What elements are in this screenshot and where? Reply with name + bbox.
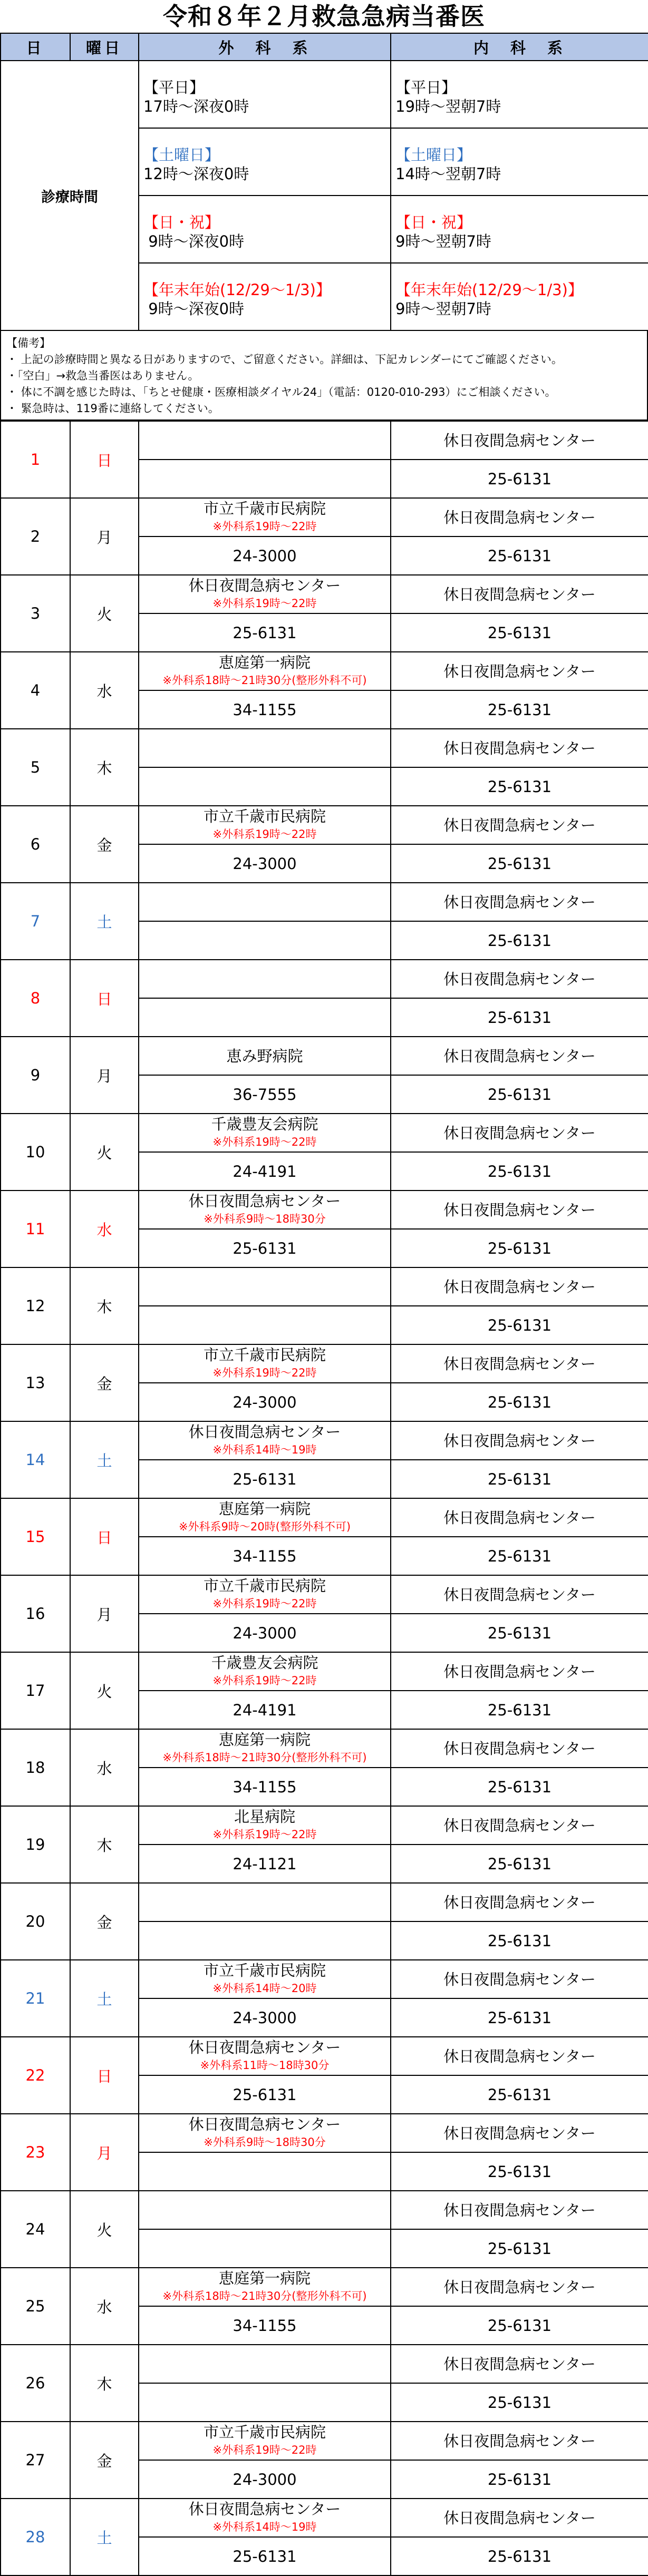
table-row [1, 2422, 648, 2460]
internal-phone: 25-6131 [391, 1921, 648, 1960]
internal-hospital-name: 休日夜間急病センター [391, 1191, 648, 1229]
surgery-hospital-name: 恵庭第一病院 [218, 1499, 311, 1518]
surgery-hospital-cell [139, 1575, 391, 1614]
hours-time: 9時～翌朝7時 [395, 300, 491, 318]
surgery-hours-note: ※外科系14時～19時 [212, 2520, 317, 2533]
weekday: 水 [70, 1191, 139, 1267]
hours-time: 17時～深夜0時 [143, 97, 249, 115]
internal-hospital-name: 休日夜間急病センター [391, 1652, 648, 1691]
day-number: 25 [1, 2268, 70, 2345]
surgery-phone [139, 921, 391, 960]
surgery-hours-note: ※外科系9時～20時(整形外科不可) [178, 1520, 351, 1533]
internal-phone: 25-6131 [391, 1768, 648, 1806]
internal-phone: 25-6131 [391, 1537, 648, 1575]
table-row [1, 883, 648, 921]
hours-time: 12時～深夜0時 [143, 165, 249, 183]
table-row [1, 729, 648, 767]
surgery-hospital-cell [139, 1729, 391, 1768]
surgery-phone [139, 2152, 391, 2191]
surgery-hours-note: ※外科系19時～22時 [212, 2443, 317, 2456]
surgery-hospital-cell [139, 1114, 391, 1152]
surgery-phone: 24-1121 [139, 1845, 391, 1883]
surgery-hours-cell [139, 263, 391, 330]
day-number: 21 [1, 1960, 70, 2037]
weekday: 水 [70, 2268, 139, 2345]
internal-hospital-name: 休日夜間急病センター [391, 883, 648, 921]
surgery-phone: 34-1155 [139, 690, 391, 729]
internal-hospital-name: 休日夜間急病センター [391, 1883, 648, 1921]
day-number: 14 [1, 1421, 70, 1498]
table-row [1, 1191, 648, 1229]
surgery-hospital-name: 市立千歳市民病院 [203, 499, 326, 518]
table-row [1, 652, 648, 690]
hours-period-label: 【土曜日】 [143, 146, 220, 164]
hours-label: 診療時間 [1, 61, 139, 330]
day-number: 12 [1, 1267, 70, 1344]
surgery-hospital-cell [139, 2499, 391, 2537]
surgery-hours-cell [139, 61, 391, 128]
table-row [1, 421, 648, 460]
day-number: 8 [1, 960, 70, 1037]
surgery-hospital-cell [139, 729, 391, 767]
weekday: 月 [70, 2114, 139, 2191]
hours-period-label: 【年末年始(12/29～1/3)】 [143, 281, 331, 299]
table-row [1, 2345, 648, 2383]
surgery-hospital-cell [139, 2191, 391, 2229]
day-number: 1 [1, 421, 70, 498]
notes-line: 【備考】 [6, 337, 51, 349]
weekday: 日 [70, 421, 139, 498]
surgery-hours-note: ※外科系18時～21時30分(整形外科不可) [162, 674, 367, 687]
surgery-hospital-name: 休日夜間急病センター [188, 2500, 341, 2518]
table-row [1, 1421, 648, 1460]
surgery-phone [139, 998, 391, 1037]
surgery-hours-note: ※外科系19時～22時 [212, 1828, 317, 1841]
weekday: 水 [70, 1729, 139, 1806]
weekday: 火 [70, 1652, 139, 1729]
surgery-hospital-name: 市立千歳市民病院 [203, 1345, 326, 1364]
weekday: 土 [70, 1960, 139, 2037]
internal-hospital-name: 休日夜間急病センター [391, 1498, 648, 1537]
day-number: 11 [1, 1191, 70, 1267]
weekday: 金 [70, 1344, 139, 1421]
internal-phone: 25-6131 [391, 690, 648, 729]
surgery-phone: 24-4191 [139, 1152, 391, 1191]
surgery-hospital-cell [139, 2345, 391, 2383]
weekday: 月 [70, 1037, 139, 1114]
surgery-phone: 24-3000 [139, 1998, 391, 2037]
surgery-hours-note: ※外科系11時～18時30分 [200, 2058, 330, 2072]
internal-hospital-name: 休日夜間急病センター [391, 2345, 648, 2383]
weekday: 木 [70, 1806, 139, 1883]
hours-section [1, 61, 648, 330]
weekday: 金 [70, 1883, 139, 1960]
surgery-hospital-cell [139, 1421, 391, 1460]
surgery-hospital-name: 休日夜間急病センター [188, 2038, 341, 2056]
table-row [1, 1267, 648, 1306]
internal-hospital-name: 休日夜間急病センター [391, 2499, 648, 2537]
surgery-phone [139, 1306, 391, 1344]
surgery-hospital-name: 休日夜間急病センター [188, 2115, 341, 2133]
day-number: 3 [1, 575, 70, 652]
surgery-hospital-cell [139, 960, 391, 998]
internal-hospital-name: 休日夜間急病センター [391, 1960, 648, 1998]
internal-phone: 25-6131 [391, 1460, 648, 1498]
hours-period-label: 【日・祝】 [395, 213, 472, 231]
header-internal: 内 科 系 [391, 33, 648, 61]
surgery-hospital-cell [139, 1037, 391, 1075]
day-number: 6 [1, 806, 70, 883]
surgery-phone: 24-3000 [139, 2460, 391, 2499]
internal-phone: 25-6131 [391, 2152, 648, 2191]
internal-hospital-name: 休日夜間急病センター [391, 2114, 648, 2152]
notes-line: ・ 体に不調を感じた時は、「ちとせ健康・医療相談ダイヤル24」（電話：0120-010-293）にご相談ください。 [6, 386, 556, 398]
internal-hospital-name: 休日夜間急病センター [391, 2037, 648, 2075]
internal-phone: 25-6131 [391, 1998, 648, 2037]
surgery-phone [139, 767, 391, 806]
table-row [1, 2037, 648, 2075]
surgery-hours-note: ※外科系19時～22時 [212, 1135, 317, 1148]
internal-hospital-name: 休日夜間急病センター [391, 652, 648, 690]
hours-period-label: 【平日】 [395, 79, 457, 96]
internal-phone: 25-6131 [391, 767, 648, 806]
hours-row [1, 61, 648, 128]
weekday: 金 [70, 806, 139, 883]
day-number: 27 [1, 2422, 70, 2499]
internal-hospital-name: 休日夜間急病センター [391, 960, 648, 998]
internal-phone: 25-6131 [391, 2075, 648, 2114]
internal-hospital-name: 休日夜間急病センター [391, 498, 648, 536]
table-row [1, 806, 648, 844]
weekday: 土 [70, 1421, 139, 1498]
surgery-hospital-name: 北星病院 [234, 1807, 295, 1826]
weekday: 日 [70, 960, 139, 1037]
surgery-phone: 25-6131 [139, 2075, 391, 2114]
day-number: 17 [1, 1652, 70, 1729]
surgery-hours-note: ※外科系9時～18時30分 [204, 2135, 326, 2149]
internal-phone: 25-6131 [391, 1306, 648, 1344]
day-number: 28 [1, 2499, 70, 2575]
surgery-hospital-name: 市立千歳市民病院 [203, 1961, 326, 1979]
internal-hospital-name: 休日夜間急病センター [391, 1729, 648, 1768]
internal-hospital-name: 休日夜間急病センター [391, 806, 648, 844]
hours-time: 19時～翌朝7時 [395, 97, 501, 115]
internal-hospital-name: 休日夜間急病センター [391, 1344, 648, 1383]
internal-hours-cell [391, 128, 648, 196]
surgery-phone: 36-7555 [139, 1075, 391, 1114]
surgery-hospital-cell [139, 1191, 391, 1229]
surgery-phone [139, 460, 391, 498]
table-row [1, 2499, 648, 2537]
day-number: 13 [1, 1344, 70, 1421]
notes-line: ・ 上記の診療時間と異なる日がありますので、ご留意ください。詳細は、下記カレンダーにてご確認ください。 [6, 353, 563, 366]
surgery-phone: 24-4191 [139, 1691, 391, 1729]
surgery-hours-note: ※外科系19時～22時 [212, 827, 317, 841]
day-schedule-table [0, 421, 648, 2576]
weekday: 木 [70, 1267, 139, 1344]
internal-phone: 25-6131 [391, 1152, 648, 1191]
header-weekday: 曜日 [70, 33, 139, 61]
weekday: 火 [70, 2191, 139, 2268]
hours-period-label: 【平日】 [143, 79, 205, 96]
surgery-hours-cell [139, 196, 391, 263]
internal-hospital-name: 休日夜間急病センター [391, 1114, 648, 1152]
internal-phone: 25-6131 [391, 2460, 648, 2499]
day-number: 2 [1, 498, 70, 575]
surgery-hospital-name: 市立千歳市民病院 [203, 1576, 326, 1595]
internal-hospital-name: 休日夜間急病センター [391, 2268, 648, 2306]
surgery-hospital-cell [139, 421, 391, 460]
internal-hospital-name: 休日夜間急病センター [391, 421, 648, 460]
internal-phone: 25-6131 [391, 613, 648, 652]
weekday: 水 [70, 652, 139, 729]
surgery-hours-note: ※外科系18時～21時30分(整形外科不可) [162, 2289, 367, 2302]
surgery-hospital-name: 千歳豊友会病院 [211, 1653, 318, 1672]
surgery-hours-note: ※外科系14時～19時 [212, 1443, 317, 1456]
page-title: 令和８年２月救急急病当番医 [163, 2, 485, 31]
internal-phone: 25-6131 [391, 1075, 648, 1114]
weekday: 土 [70, 2499, 139, 2575]
weekday: 木 [70, 2345, 139, 2422]
weekday: 火 [70, 1114, 139, 1191]
table-row [1, 1114, 648, 1152]
surgery-phone: 24-3000 [139, 844, 391, 883]
internal-hours-cell [391, 196, 648, 263]
surgery-hospital-name: 恵み野病院 [226, 1047, 303, 1065]
notes-box [0, 331, 648, 421]
surgery-phone [139, 1921, 391, 1960]
surgery-phone: 25-6131 [139, 1229, 391, 1267]
surgery-hours-note: ※外科系19時～22時 [212, 520, 317, 533]
surgery-hospital-cell [139, 2037, 391, 2075]
notes-line: ・ 緊急時は、119番に連絡してください。 [6, 402, 219, 415]
day-number: 26 [1, 2345, 70, 2422]
day-number: 10 [1, 1114, 70, 1191]
surgery-phone: 24-3000 [139, 1383, 391, 1421]
table-row [1, 1960, 648, 1998]
day-number: 24 [1, 2191, 70, 2268]
surgery-hospital-cell [139, 575, 391, 613]
internal-hospital-name: 休日夜間急病センター [391, 1421, 648, 1460]
surgery-hours-cell [139, 128, 391, 196]
day-number: 16 [1, 1575, 70, 1652]
table-row [1, 1037, 648, 1075]
internal-phone: 25-6131 [391, 1229, 648, 1267]
table-row [1, 1344, 648, 1383]
table-row [1, 1652, 648, 1691]
surgery-hours-note: ※外科系18時～21時30分(整形外科不可) [162, 1751, 367, 1764]
surgery-hours-note: ※外科系9時～18時30分 [204, 1212, 326, 1225]
notes-line: ・「空白」→救急当番医はありません。 [6, 369, 199, 382]
internal-hospital-name: 休日夜間急病センター [391, 1806, 648, 1845]
internal-hospital-name: 休日夜間急病センター [391, 2422, 648, 2460]
schedule-header-table [0, 33, 648, 331]
weekday: 日 [70, 1498, 139, 1575]
internal-phone: 25-6131 [391, 536, 648, 575]
surgery-hospital-cell [139, 498, 391, 536]
weekday: 日 [70, 2037, 139, 2114]
table-row [1, 2191, 648, 2229]
internal-hospital-name: 休日夜間急病センター [391, 575, 648, 613]
internal-phone: 25-6131 [391, 2383, 648, 2422]
surgery-hospital-cell [139, 1806, 391, 1845]
hours-period-label: 【土曜日】 [395, 146, 472, 164]
header-surgery: 外 科 系 [139, 33, 391, 61]
day-number: 23 [1, 2114, 70, 2191]
surgery-hospital-name: 千歳豊友会病院 [211, 1115, 318, 1133]
table-row [1, 1883, 648, 1921]
surgery-hospital-cell [139, 883, 391, 921]
surgery-hospital-cell [139, 2114, 391, 2152]
surgery-phone: 34-1155 [139, 1537, 391, 1575]
table-row [1, 498, 648, 536]
internal-phone: 25-6131 [391, 921, 648, 960]
header-day: 日 [1, 33, 70, 61]
internal-hospital-name: 休日夜間急病センター [391, 729, 648, 767]
surgery-hospital-cell [139, 1498, 391, 1537]
surgery-phone: 24-3000 [139, 1614, 391, 1652]
internal-hospital-name: 休日夜間急病センター [391, 1575, 648, 1614]
surgery-phone: 34-1155 [139, 2306, 391, 2345]
day-number: 20 [1, 1883, 70, 1960]
internal-phone: 25-6131 [391, 2537, 648, 2575]
surgery-hospital-name: 市立千歳市民病院 [203, 807, 326, 825]
internal-hospital-name: 休日夜間急病センター [391, 1267, 648, 1306]
table-row [1, 2114, 648, 2152]
surgery-hospital-name: 恵庭第一病院 [218, 2269, 311, 2287]
surgery-phone: 34-1155 [139, 1768, 391, 1806]
day-number: 7 [1, 883, 70, 960]
surgery-hospital-cell [139, 2268, 391, 2306]
day-number: 5 [1, 729, 70, 806]
hours-period-label: 【年末年始(12/29～1/3)】 [395, 281, 583, 299]
weekday: 月 [70, 498, 139, 575]
weekday: 金 [70, 2422, 139, 2499]
surgery-phone [139, 2229, 391, 2268]
internal-phone: 25-6131 [391, 1614, 648, 1652]
table-row [1, 960, 648, 998]
surgery-hospital-cell [139, 2422, 391, 2460]
internal-phone: 25-6131 [391, 998, 648, 1037]
table-row [1, 575, 648, 613]
weekday: 木 [70, 729, 139, 806]
day-number: 4 [1, 652, 70, 729]
day-number: 19 [1, 1806, 70, 1883]
internal-phone: 25-6131 [391, 1691, 648, 1729]
hours-time: 9時～深夜0時 [143, 300, 245, 318]
surgery-hospital-name: 恵庭第一病院 [218, 653, 311, 671]
surgery-hospital-cell [139, 652, 391, 690]
internal-hours-cell [391, 61, 648, 128]
surgery-phone: 25-6131 [139, 1460, 391, 1498]
surgery-phone [139, 2383, 391, 2422]
internal-phone: 25-6131 [391, 460, 648, 498]
surgery-hospital-name: 休日夜間急病センター [188, 1192, 341, 1210]
surgery-hospital-cell [139, 1960, 391, 1998]
surgery-hours-note: ※外科系19時～22時 [212, 1597, 317, 1610]
surgery-hospital-name: 休日夜間急病センター [188, 1422, 341, 1441]
day-number: 15 [1, 1498, 70, 1575]
hours-time: 9時～深夜0時 [143, 232, 245, 250]
surgery-phone: 24-3000 [139, 536, 391, 575]
surgery-hospital-name: 休日夜間急病センター [188, 576, 341, 594]
internal-phone: 25-6131 [391, 1845, 648, 1883]
surgery-hours-note: ※外科系19時～22時 [212, 1674, 317, 1687]
day-number: 18 [1, 1729, 70, 1806]
hours-time: 9時～翌朝7時 [395, 232, 491, 250]
hours-period-label: 【日・祝】 [143, 213, 220, 231]
hours-time: 14時～翌朝7時 [395, 165, 501, 183]
internal-phone: 25-6131 [391, 844, 648, 883]
surgery-hospital-cell [139, 1267, 391, 1306]
day-number: 9 [1, 1037, 70, 1114]
surgery-hours-note: ※外科系19時～22時 [212, 1366, 317, 1379]
surgery-phone: 25-6131 [139, 2537, 391, 2575]
table-row [1, 1575, 648, 1614]
surgery-hours-note: ※外科系19時～22時 [212, 597, 317, 610]
surgery-hospital-name: 市立千歳市民病院 [203, 2423, 326, 2441]
weekday: 土 [70, 883, 139, 960]
internal-phone: 25-6131 [391, 2229, 648, 2268]
internal-hospital-name: 休日夜間急病センター [391, 2191, 648, 2229]
surgery-hospital-cell [139, 1344, 391, 1383]
surgery-hospital-cell [139, 1883, 391, 1921]
table-row [1, 1806, 648, 1845]
surgery-hospital-cell [139, 1652, 391, 1691]
surgery-hours-note: ※外科系14時～20時 [212, 1982, 317, 1995]
surgery-hospital-cell [139, 806, 391, 844]
internal-phone: 25-6131 [391, 1383, 648, 1421]
weekday: 火 [70, 575, 139, 652]
internal-hours-cell [391, 263, 648, 330]
day-number: 22 [1, 2037, 70, 2114]
surgery-hospital-name: 恵庭第一病院 [218, 1730, 311, 1749]
table-row [1, 2268, 648, 2306]
weekday: 月 [70, 1575, 139, 1652]
table-row [1, 1498, 648, 1537]
internal-phone: 25-6131 [391, 2306, 648, 2345]
day-rows [1, 421, 648, 2575]
internal-hospital-name: 休日夜間急病センター [391, 1037, 648, 1075]
table-row [1, 1729, 648, 1768]
surgery-phone: 25-6131 [139, 613, 391, 652]
